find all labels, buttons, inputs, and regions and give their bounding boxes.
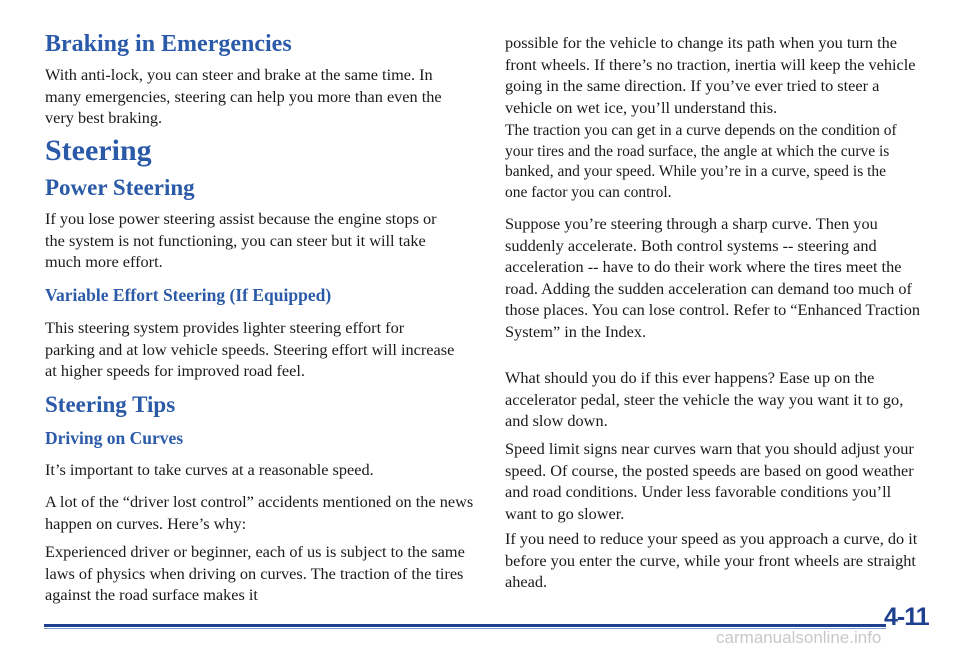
footer-rule (44, 624, 886, 627)
variable-effort-paragraph: This steering system provides lighter steering effort for parking and at low vehicle speeds. Steering effort will increase at higher speeds for improved road feel. (45, 318, 455, 380)
watermark: carmanualsonline.info (716, 628, 882, 647)
variable-effort-heading: Variable Effort Steering (If Equipped) (45, 285, 332, 305)
right-paragraph-6: If you need to reduce your speed as you approach a curve, do it before you enter the curve, while your front wheels are straight ahead. (505, 529, 918, 591)
steering-heading: Steering (45, 134, 152, 167)
power-steering-paragraph: If you lose power steering assist because the engine stops or the system is not functioning, you can steer but it will take much more effort. (45, 209, 437, 271)
right-paragraph-1: possible for the vehicle to change its path when you turn the front wheels. If there’s no traction, inertia will keep the vehicle going in the same direction. If you’ve ever tried to steer a vehicle on wet ice, you’ll understand this. (505, 33, 916, 117)
steering-tips-heading: Steering Tips (45, 392, 176, 417)
braking-paragraph: With anti-lock, you can steer and brake at the same time. In many emergencies, steering can help you more than even the very best braking. (45, 65, 442, 127)
power-steering-heading: Power Steering (45, 175, 195, 200)
right-paragraph-3: Suppose you’re steering through a sharp curve. Then you suddenly accelerate. Both control systems -- steering and acceleration -- have to do their work where the tires meet the road. Adding the sudden acceleration can demand too much of those places. You can lose control. Refer to “Enhanced Traction System” in the Index. (505, 214, 921, 341)
right-paragraph-5: Speed limit signs near curves warn that you should adjust your speed. Of course, the posted speeds are based on good weather and road conditions. Under less favorable conditions you’ll want to go slower. (505, 439, 914, 523)
right-paragraph-2: The traction you can get in a curve depends on the condition of your tires and the road surface, the angle at which the curve is banked, and your speed. While you’re in a curve, speed is the one factor you can control. (505, 122, 897, 201)
braking-heading: Braking in Emergencies (45, 31, 292, 57)
right-paragraph-4: What should you do if this ever happens? Ease up on the accelerator pedal, steer the vehicle the way you want it to go, and slow down. (505, 368, 904, 430)
curves-paragraph-3: Experienced driver or beginner, each of us is subject to the same laws of physics when driving on curves. The traction of the tires against the road surface makes it (45, 542, 465, 604)
page-number: 4-11 (884, 603, 929, 631)
curves-paragraph-2: A lot of the “driver lost control” accidents mentioned on the news happen on curves. Here’s why: (45, 492, 474, 533)
driving-on-curves-heading: Driving on Curves (45, 428, 184, 448)
curves-paragraph-1: It’s important to take curves at a reasonable speed. (45, 460, 374, 479)
